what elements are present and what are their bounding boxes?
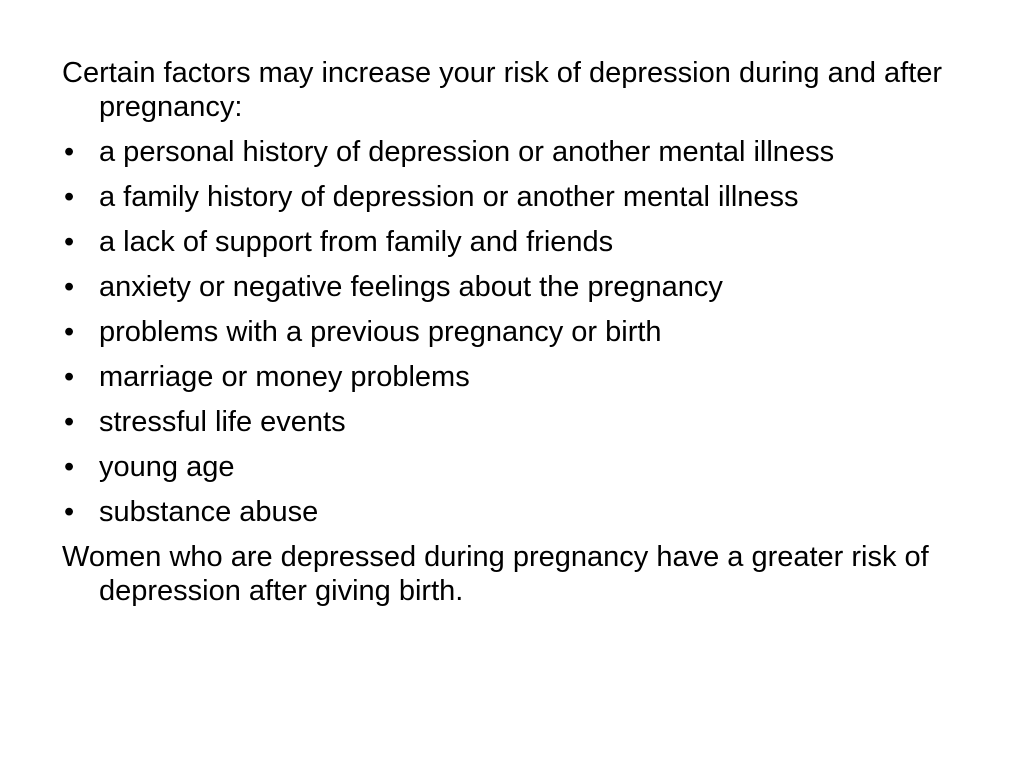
list-item-text: anxiety or negative feelings about the pregnancy — [99, 271, 723, 303]
list-item — [62, 180, 962, 214]
list-item-text: a personal history of depression or another mental illness — [99, 136, 835, 168]
list-item-text: problems with a previous pregnancy or birth — [99, 316, 662, 348]
list-item-text: young age — [99, 451, 235, 483]
list-item — [62, 225, 962, 259]
list-item — [62, 315, 962, 349]
slide-content — [62, 56, 962, 608]
list-item — [62, 450, 962, 484]
intro-paragraph: Certain factors may increase your risk of depression during and after pregnancy: — [62, 57, 943, 123]
list-item-text: substance abuse — [99, 496, 319, 528]
list-item-text: a lack of support from family and friends — [99, 226, 614, 258]
list-item-text: marriage or money problems — [99, 361, 470, 393]
bullet-icon: • — [64, 181, 75, 213]
conclusion-paragraph: Women who are depressed during pregnancy have a greater risk of depression after giving birth. — [62, 541, 929, 607]
bullet-icon: • — [64, 316, 75, 348]
list-item — [62, 135, 962, 169]
bullet-icon: • — [64, 496, 75, 528]
list-item — [62, 360, 962, 394]
bullet-icon: • — [64, 361, 75, 393]
list-item — [62, 495, 962, 529]
bullet-icon: • — [64, 136, 75, 168]
bullet-icon: • — [64, 226, 75, 258]
bullet-icon: • — [64, 406, 75, 438]
risk-factor-list — [62, 135, 962, 529]
list-item-text: stressful life events — [99, 406, 346, 438]
list-item-text: a family history of depression or another mental illness — [99, 181, 799, 213]
list-item — [62, 405, 962, 439]
list-item — [62, 270, 962, 304]
bullet-icon: • — [64, 451, 75, 483]
bullet-icon: • — [64, 271, 75, 303]
